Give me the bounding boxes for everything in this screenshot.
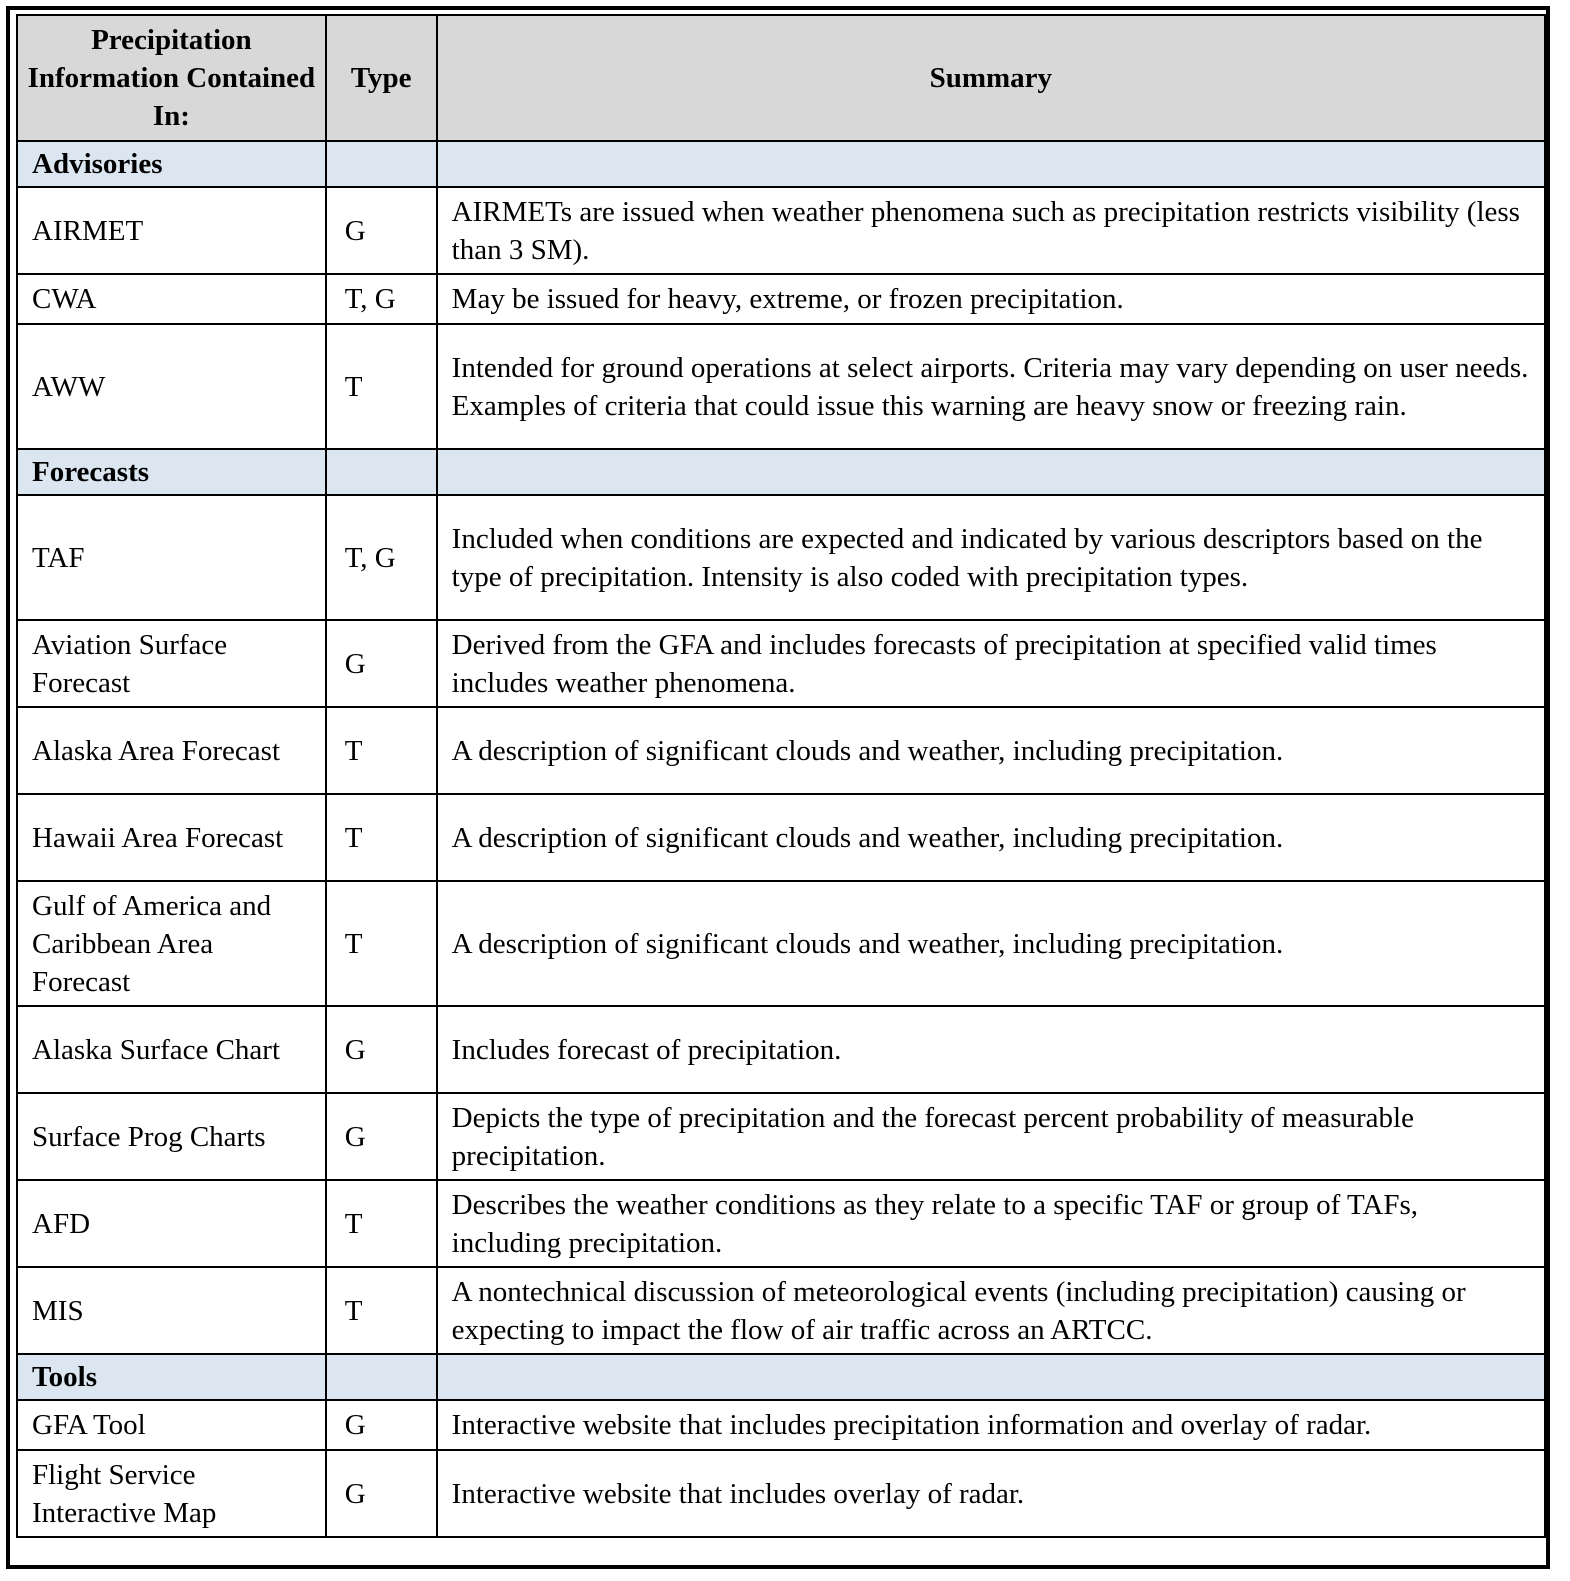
row-type: G bbox=[326, 1450, 437, 1537]
row-summary: A description of significant clouds and weather, including precipitation. bbox=[437, 881, 1545, 1006]
table-row bbox=[17, 1006, 1545, 1093]
table-row bbox=[17, 881, 1545, 1006]
section-title: Tools bbox=[17, 1354, 326, 1400]
row-type: G bbox=[326, 1006, 437, 1093]
table-row bbox=[17, 1267, 1545, 1354]
row-type: G bbox=[326, 187, 437, 274]
section-title: Forecasts bbox=[17, 449, 326, 495]
row-summary: A nontechnical discussion of meteorological events (including precipitation) causing or expecting to impact the flow of air traffic across an ARTCC. bbox=[437, 1267, 1545, 1354]
row-summary: Interactive website that includes precipitation information and overlay of radar. bbox=[437, 1400, 1545, 1450]
row-summary: A description of significant clouds and weather, including precipitation. bbox=[437, 794, 1545, 881]
row-type: G bbox=[326, 1400, 437, 1450]
table-row bbox=[17, 794, 1545, 881]
row-type: G bbox=[326, 1093, 437, 1180]
row-name: Gulf of America and Caribbean Area Forecast bbox=[17, 881, 326, 1006]
header-source: Precipitation Information Contained In: bbox=[17, 15, 326, 141]
table-row bbox=[17, 1180, 1545, 1267]
section-row-tools bbox=[17, 1354, 1545, 1400]
row-summary: AIRMETs are issued when weather phenomena such as precipitation restricts visibility (less than 3 SM). bbox=[437, 187, 1545, 274]
row-name: Alaska Surface Chart bbox=[17, 1006, 326, 1093]
row-name: AWW bbox=[17, 324, 326, 449]
row-type: T bbox=[326, 881, 437, 1006]
row-type: T bbox=[326, 707, 437, 794]
table-row bbox=[17, 274, 1545, 324]
row-summary: Depicts the type of precipitation and the forecast percent probability of measurable precipitation. bbox=[437, 1093, 1545, 1180]
header-summary: Summary bbox=[437, 15, 1545, 141]
table-row bbox=[17, 1450, 1545, 1537]
row-name: Flight Service Interactive Map bbox=[17, 1450, 326, 1537]
row-type: T, G bbox=[326, 495, 437, 620]
row-name: AFD bbox=[17, 1180, 326, 1267]
table-row bbox=[17, 620, 1545, 707]
row-name: GFA Tool bbox=[17, 1400, 326, 1450]
row-summary: May be issued for heavy, extreme, or frozen precipitation. bbox=[437, 274, 1545, 324]
row-name: AIRMET bbox=[17, 187, 326, 274]
row-summary: Includes forecast of precipitation. bbox=[437, 1006, 1545, 1093]
row-type: T bbox=[326, 1180, 437, 1267]
row-name: CWA bbox=[17, 274, 326, 324]
section-row-forecasts bbox=[17, 449, 1545, 495]
precipitation-table bbox=[16, 14, 1546, 1538]
section-row-advisories bbox=[17, 141, 1545, 187]
row-summary: Derived from the GFA and includes forecasts of precipitation at specified valid times includes weather phenomena. bbox=[437, 620, 1545, 707]
row-name: Alaska Area Forecast bbox=[17, 707, 326, 794]
row-summary: A description of significant clouds and weather, including precipitation. bbox=[437, 707, 1545, 794]
row-type: T, G bbox=[326, 274, 437, 324]
row-type: G bbox=[326, 620, 437, 707]
row-type: T bbox=[326, 324, 437, 449]
header-row bbox=[17, 15, 1545, 141]
table-row bbox=[17, 495, 1545, 620]
row-type: T bbox=[326, 1267, 437, 1354]
row-summary: Included when conditions are expected and indicated by various descriptors based on the type of precipitation. Intensity is also coded with precipitation types. bbox=[437, 495, 1545, 620]
row-name: MIS bbox=[17, 1267, 326, 1354]
table-row bbox=[17, 707, 1545, 794]
table-row bbox=[17, 1400, 1545, 1450]
section-title: Advisories bbox=[17, 141, 326, 187]
row-name: Surface Prog Charts bbox=[17, 1093, 326, 1180]
row-name: TAF bbox=[17, 495, 326, 620]
header-type: Type bbox=[326, 15, 437, 141]
row-name: Hawaii Area Forecast bbox=[17, 794, 326, 881]
row-summary: Interactive website that includes overlay of radar. bbox=[437, 1450, 1545, 1537]
row-name: Aviation Surface Forecast bbox=[17, 620, 326, 707]
table-row bbox=[17, 324, 1545, 449]
table-row bbox=[17, 187, 1545, 274]
row-type: T bbox=[326, 794, 437, 881]
row-summary: Describes the weather conditions as they relate to a specific TAF or group of TAFs, including precipitation. bbox=[437, 1180, 1545, 1267]
table-row bbox=[17, 1093, 1545, 1180]
row-summary: Intended for ground operations at select airports. Criteria may vary depending on user needs. Examples of criteria that could issue this warning are heavy snow or freezing rain. bbox=[437, 324, 1545, 449]
